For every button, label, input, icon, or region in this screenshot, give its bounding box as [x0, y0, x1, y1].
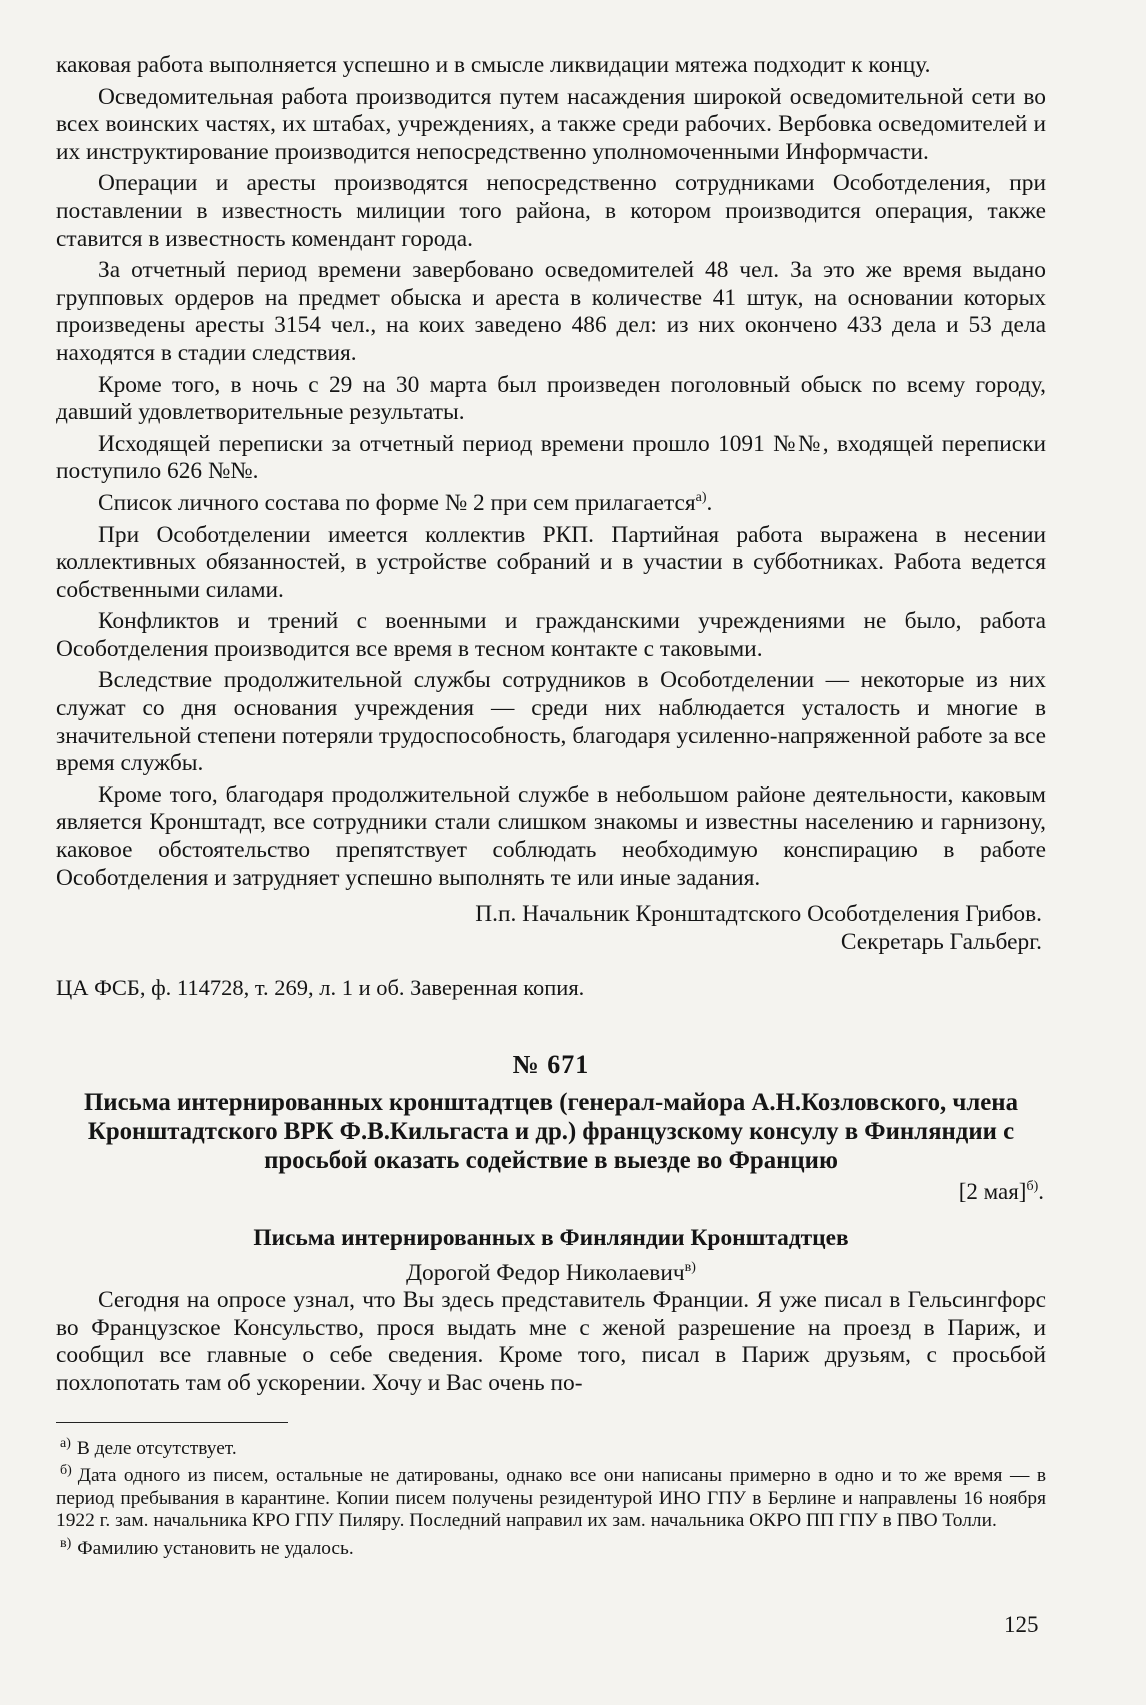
- signature-secretary: Секретарь Гальберг.: [840, 929, 1042, 956]
- paragraph: Осведомительная работа производится путем насаждения широкой осведомительной сети во всех воинских частях, их штабах, учреждениях, а также среди рабочих. Вербовка осведомителей и их инструктирование производится непосредственно уполномоченными Информчасти.: [56, 83, 1046, 165]
- archive-source: ЦА ФСБ, ф. 114728, т. 269, л. 1 и об. Заверенная копия.: [56, 975, 585, 1001]
- paragraph: Операции и аресты производятся непосредственно сотрудниками Особотделения, при поставлении в известность милиции того района, в котором производится операция, также ставится в известность комендант города.: [56, 170, 1046, 252]
- signature-chief: П.п. Начальник Кронштадтского Особотделения Грибов.: [475, 901, 1042, 928]
- footnote-mark: а): [695, 489, 707, 505]
- footnote-mark: в): [684, 1260, 696, 1276]
- footnote-label: а): [60, 1435, 71, 1451]
- document-number: № 671: [512, 1050, 590, 1080]
- paragraph: Кроме того, благодаря продолжительной службе в небольшом районе деятельности, каковым является Кронштадт, все сотрудники стали слишком знакомы и известны населению и гарнизону, каковое обстоятельство препятствует соблюдать необходимую конспирацию в работе Особотделения и затрудняет успешно выполнять те или иные задания.: [56, 781, 1046, 891]
- footnote-label: б): [60, 1463, 72, 1479]
- footnote-text: Дата одного из писем, остальные не датированы, однако все они написаны примерно в одно и то же время — в период пребывания в карантине. Копии писем получены резидентурой ИНО ГПУ в Берлине и направлены 16 ноября 1922 г. зам. начальника КРО ГПУ Пилярy. Последний направил их зам. начальника ОКРО ПП ГПУ в ПВО Толли.: [56, 1465, 1046, 1532]
- footnote-text: Фамилию установить не удалось.: [77, 1537, 354, 1559]
- document-date: [2 мая]$^{б)}$.: [958, 1179, 1044, 1205]
- footnote: [56, 1460, 1046, 1533]
- paragraph: За отчетный период времени завербовано осведомителей 48 чел. За это же время выдано групповых ордеров на предмет обыска и ареста в количестве 41 штук, на основании которых произведены аресты 3154 чел., на коих заведено 486 дел: из них окончено 433 дела и 53 дела находятся в стадии следствия.: [56, 257, 1046, 366]
- paragraph-with-footnote: Список личного состава по форме № 2 при сем прилагается$^{а)}$.: [98, 489, 713, 516]
- footnote-label: в): [60, 1535, 72, 1551]
- date-text: [2 мая]: [958, 1179, 1027, 1205]
- letter-body: [56, 1287, 1046, 1397]
- paragraph: При Особотделении имеется коллектив РКП. Партийная работа выражена в несении коллективных обязанностей, в устройстве собраний и в участии в субботниках. Работа ведется собственными силами.: [56, 521, 1046, 603]
- footnote-divider: [56, 1422, 288, 1423]
- paragraph: каковая работа выполняется успешно и в смысле ликвидации мятежа подходит к концу.: [56, 52, 931, 78]
- footnote-text: В деле отсутствует.: [76, 1437, 237, 1459]
- letters-subheading: Письма интернированных в Финляндии Кронштадтцев: [253, 1225, 849, 1252]
- report-body: [56, 52, 1046, 892]
- paragraph: Конфликтов и трений с военными и гражданскими учреждениями не было, работа Особотделения производится все время в тесном контакте с таковыми.: [56, 608, 1046, 662]
- salutation: [56, 1260, 1046, 1287]
- page-number: 125: [1004, 1612, 1039, 1637]
- footnote: [56, 1433, 1046, 1461]
- letter-paragraph: Сегодня на опросе узнал, что Вы здесь представитель Франции. Я уже писал в Гельсингфорс во Французское Консульство, прося выдать мне с женой разрешение на проезд в Париж, и сообщил все главные о себе сведения. Кроме того, писал в Париж друзьям, с просьбой похлопотать там об ускорении. Хочу и Вас очень по-: [56, 1287, 1046, 1396]
- paragraph: Кроме того, в ночь с 29 на 30 марта был произведен поголовный обыск по всему городу, давший удовлетворительные результаты.: [56, 371, 1046, 426]
- footnote: [56, 1533, 1046, 1561]
- document-title: Письма интернированных кронштадтцев (генерал-майора А.Н.Козловского, члена Кронштадтского ВРК Ф.В.Кильгаста и др.) французскому консулу в Финляндии с просьбой оказать содействие в выезде во Францию: [84, 1089, 1018, 1175]
- footnote-mark: б): [1026, 1179, 1039, 1195]
- paragraph: Вследствие продолжительной службы сотрудников в Особотделении — некоторые из них служат со дня основания учреждения — среди них наблюдается усталость и многие в значительной степени потеряли трудоспособность, благодаря усиленно-напряженной работе за все время службы.: [56, 667, 1046, 777]
- salutation-text: Дорогой Федор Николаевич: [406, 1260, 685, 1287]
- document-page: [56, 52, 1046, 1561]
- signature-block: [56, 900, 1046, 956]
- footnotes: [56, 1433, 1046, 1561]
- paragraph: Исходящей переписки за отчетный период времени прошло 1091 №№, входящей переписки поступило 626 №№.: [56, 430, 1046, 485]
- paragraph-text: Список личного состава по форме № 2 при сем прилагается: [98, 489, 696, 516]
